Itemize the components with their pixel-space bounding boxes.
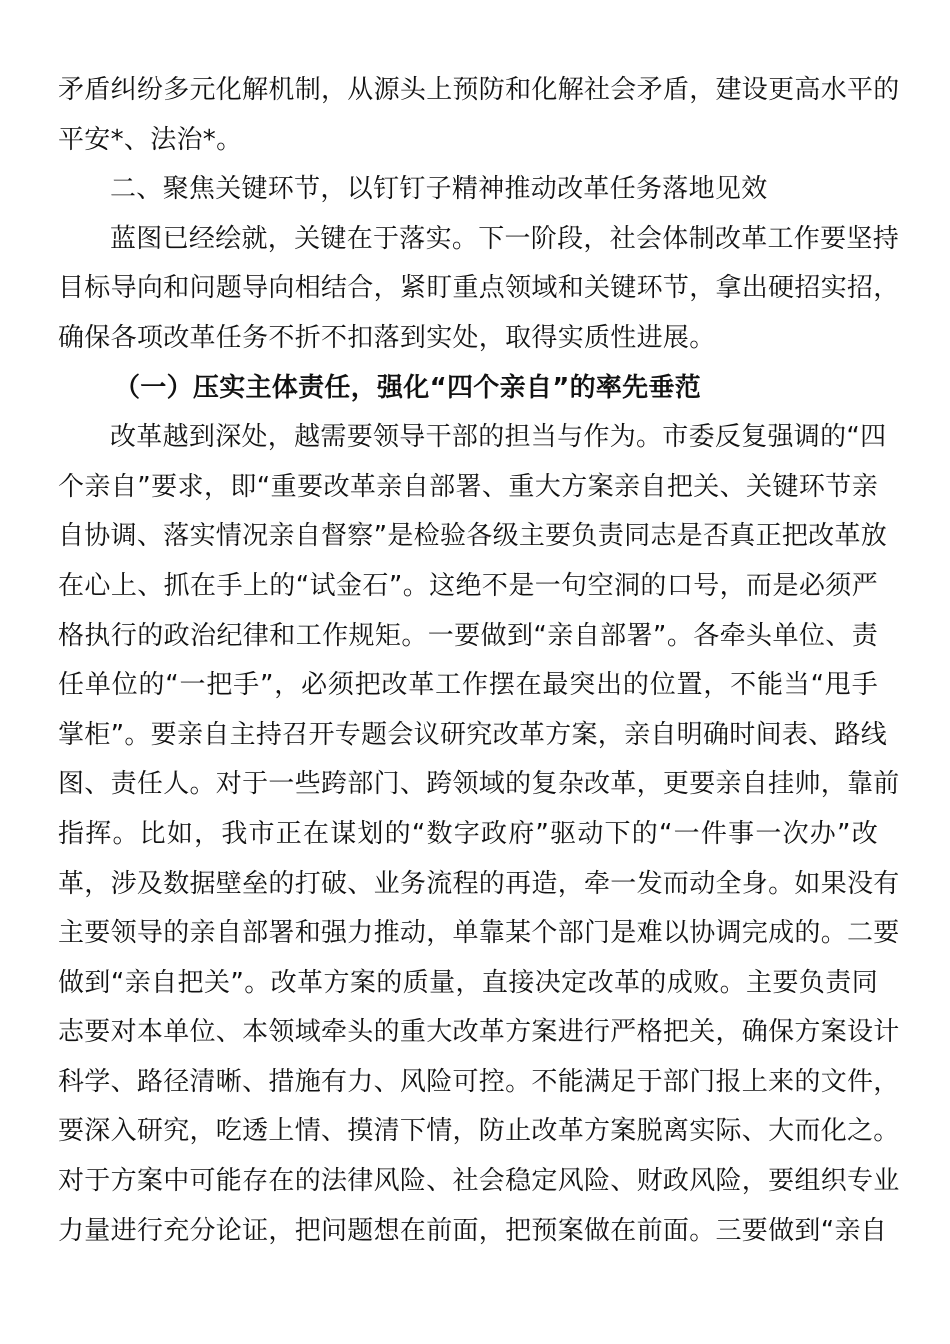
body-line: 个亲自”要求，即“重要改革亲自部署、重大方案亲自把关、关键环节亲 bbox=[58, 471, 878, 502]
body-line: 任单位的“一把手”，必须把改革工作摆在最突出的位置，不能当“甩手 bbox=[58, 670, 878, 701]
body-line: 革，涉及数据壁垒的打破、业务流程的再造，牵一发而动全身。如果没有 bbox=[58, 868, 900, 899]
body-line: 格执行的政治纪律和工作规矩。一要做到“亲自部署”。各牵头单位、责 bbox=[58, 620, 878, 651]
body-line: 自协调、落实情况亲自督察”是检验各级主要负责同志是否真正把改革放 bbox=[58, 521, 888, 552]
body-line: 志要对本单位、本领域牵头的重大改革方案进行严格把关，确保方案设计 bbox=[58, 1017, 900, 1048]
body-line: 在心上、抓在手上的“试金石”。这绝不是一句空洞的口号，而是必须严 bbox=[58, 570, 878, 601]
body-line: 图、责任人。对于一些跨部门、跨领域的复杂改革，更要亲自挂帅，靠前 bbox=[58, 769, 900, 800]
body-line: 主要领导的亲自部署和强力推动，单靠某个部门是难以协调完成的。二要 bbox=[58, 918, 900, 949]
body-line: 蓝图已经绘就，关键在于落实。下一阶段，社会体制改革工作要坚持 bbox=[110, 223, 900, 254]
body-line: 科学、路径清晰、措施有力、风险可控。不能满足于部门报上来的文件， bbox=[58, 1066, 900, 1097]
body-line: 确保各项改革任务不折不扣落到实处，取得实质性进展。 bbox=[58, 322, 716, 353]
body-line: 要深入研究，吃透上情、摸清下情，防止改革方案脱离实际、大而化之。 bbox=[58, 1116, 900, 1147]
body-line: 指挥。比如，我市正在谋划的“数字政府”驱动下的“一件事一次办”改 bbox=[58, 818, 878, 849]
body-line: 平安*、法治*。 bbox=[58, 124, 243, 155]
body-line: 改革越到深处，越需要领导干部的担当与作为。市委反复强调的“四 bbox=[110, 422, 887, 453]
body-line: 目标导向和问题导向相结合，紧盯重点领域和关键环节，拿出硬招实招， bbox=[58, 273, 900, 304]
body-line: 掌柜”。要亲自主持召开专题会议研究改革方案，亲自明确时间表、路线 bbox=[58, 719, 888, 750]
section-heading: 二、聚焦关键环节，以钉钉子精神推动改革任务落地见效 bbox=[110, 174, 768, 205]
body-line: 力量进行充分论证，把问题想在前面，把预案做在前面。三要做到“亲自 bbox=[58, 1215, 888, 1246]
subsection-heading: （一）压实主体责任，强化“四个亲自”的率先垂范 bbox=[114, 372, 702, 403]
document-page bbox=[58, 66, 900, 1256]
body-line: 做到“亲自把关”。改革方案的质量，直接决定改革的成败。主要负责同 bbox=[58, 967, 878, 998]
body-line: 矛盾纠纷多元化解机制，从源头上预防和化解社会矛盾，建设更高水平的 bbox=[58, 75, 900, 105]
body-line: 对于方案中可能存在的法律风险、社会稳定风险、财政风险，要组织专业 bbox=[58, 1166, 900, 1197]
